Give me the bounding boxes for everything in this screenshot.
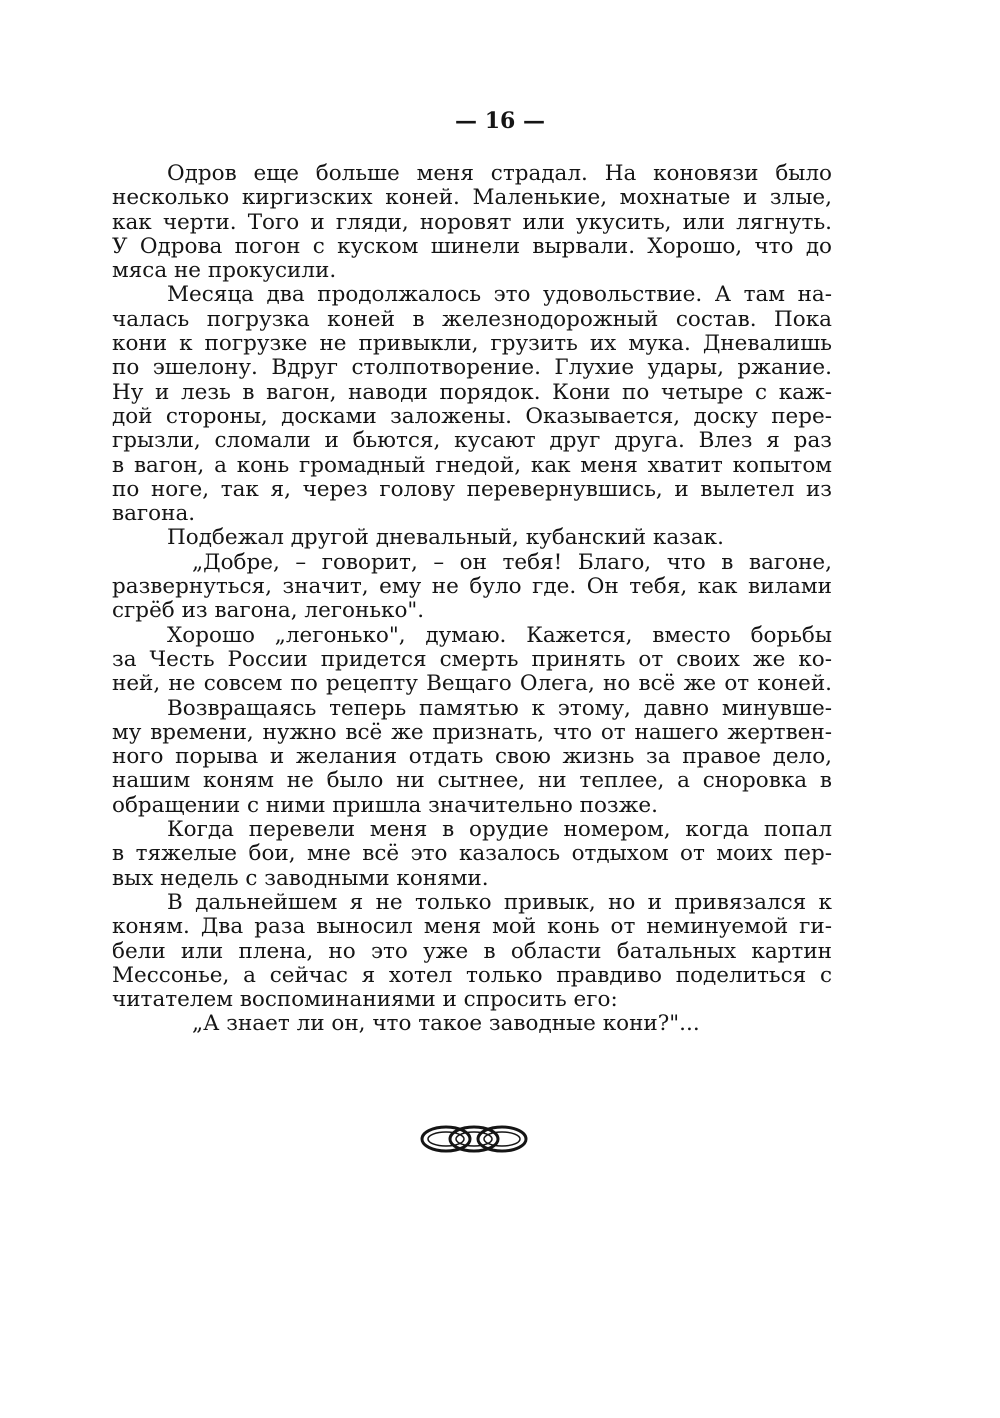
body-text — [112, 162, 832, 1037]
text-line: в тяжелые бои, мне всё это казалось отдыхом от моих пер- — [112, 841, 832, 867]
text-line: Мессонье, а сейчас я хотел только правдиво поделиться с — [112, 962, 832, 988]
text-line: сгрёб из вагона, легонько". — [112, 598, 425, 624]
text-line: му времени, нужно всё же признать, что от нашего жертвен- — [112, 719, 832, 745]
text-line: кони к погрузке не привыкли, грузить их мука. Дневалишь — [112, 331, 832, 357]
text-line: В дальнейшем я не только привык, но и привязался к — [167, 889, 832, 915]
text-line: чалась погрузка коней в железнодорожный состав. Пока — [112, 306, 832, 332]
text-line: как черти. Того и гляди, норовят или укусить, или лягнуть. — [112, 209, 832, 235]
text-line: дой стороны, досками заложены. Оказывается, доску пере- — [112, 403, 832, 429]
text-line: по ноге, так я, через голову перевернувшись, и вылетел из — [112, 476, 832, 502]
page-number: — 16 — — [455, 108, 545, 134]
text-line: нашим коням не было ни сытнее, ни теплее, а сноровка в — [112, 768, 832, 794]
text-line: грызли, сломали и бьются, кусают друг друга. Влез я раз — [112, 428, 832, 454]
text-line: читателем воспоминаниями и спросить его: — [112, 987, 618, 1013]
text-line: ного порыва и желания отдать свою жизнь за правое дело, — [112, 744, 832, 770]
text-line: „А знает ли он, что такое заводные кони?"... — [192, 1011, 700, 1037]
text-line: по эшелону. Вдруг столпотворение. Глухие удары, ржание. — [112, 355, 832, 381]
text-line: Ну и лезь в вагон, наводи порядок. Кони по четыре с каж- — [112, 379, 832, 405]
text-line: вагона. — [112, 501, 196, 527]
text-line: мяса не прокусили. — [112, 258, 337, 284]
text-line: Одров еще больше меня страдал. На коновязи было — [167, 161, 832, 186]
text-line: Подбежал другой дневальный, кубанский казак. — [167, 525, 724, 551]
text-line: несколько киргизских коней. Маленькие, мохнатые и злые, — [112, 185, 832, 211]
text-line: ней, не совсем по рецепту Вещаго Олега, но всё же от коней. — [112, 671, 832, 697]
text-line: Месяца два продолжалось это удовольствие. А там на- — [167, 282, 832, 308]
text-line: вых недель с заводными конями. — [112, 865, 489, 891]
text-line: развернуться, значит, ему не було где. Он тебя, как вилами — [112, 574, 832, 600]
text-line: за Честь России придется смерть принять от своих же ко- — [112, 646, 832, 672]
text-line: коням. Два раза выносил меня мой конь от неминуемой ги- — [112, 914, 832, 940]
text-line: У Одрова погон с куском шинели вырвали. Хорошо, что до — [112, 233, 832, 259]
text-line: бели или плена, но это уже в области батальных картин — [112, 938, 832, 964]
text-line: Возвращаясь теперь памятью к этому, давно минувше- — [167, 695, 832, 721]
text-line: в вагон, а конь громадный гнедой, как меня хватит копытом — [112, 452, 832, 478]
text-line: „Добре, – говорит, – он тебя! Благо, что в вагоне, — [192, 549, 832, 575]
text-line: Хорошо „легонько", думаю. Кажется, вместо борьбы — [167, 622, 832, 648]
text-line: Когда перевели меня в орудие номером, когда попал — [167, 817, 832, 843]
chain-ornament-icon — [418, 1115, 530, 1163]
text-line: обращении с ними пришла значительно позже. — [112, 792, 658, 818]
